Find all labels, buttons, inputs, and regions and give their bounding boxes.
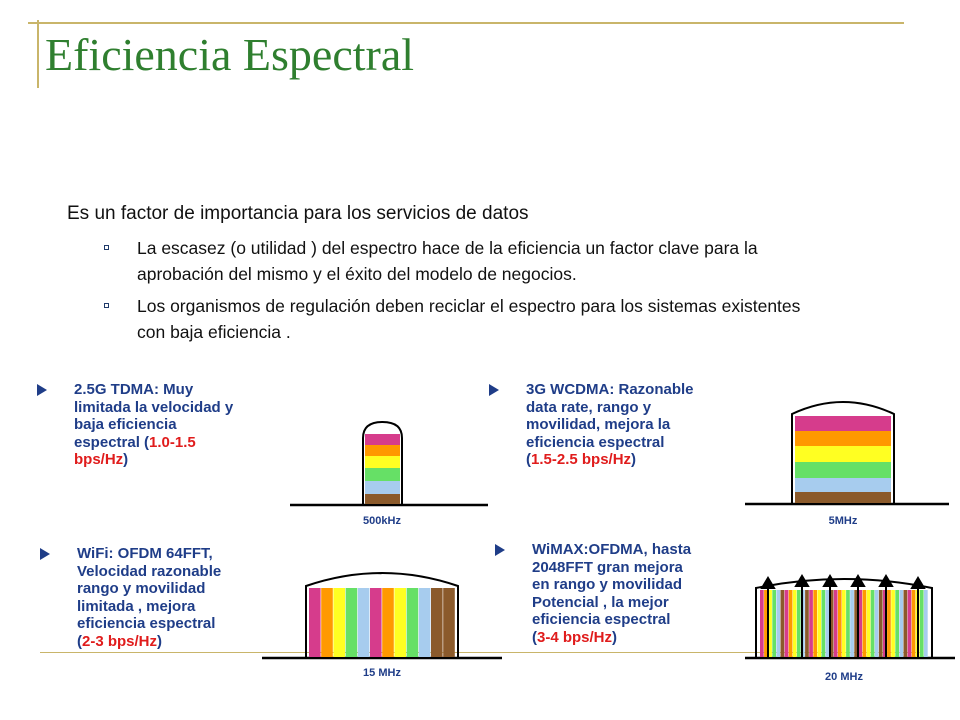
spectrum-band <box>795 416 891 431</box>
text-line <box>77 633 221 651</box>
text-line: eficiencia espectral <box>532 611 671 628</box>
subcarrier-stripe <box>785 590 789 657</box>
subcarrier-stripe <box>781 590 785 657</box>
rate-value: 1.5-2.5 bps/Hz <box>531 451 632 468</box>
subcarrier-stripe <box>370 588 382 657</box>
wifi-spectrum-bands <box>309 588 455 657</box>
bullet-item <box>100 235 820 287</box>
subcarrier-stripe <box>891 590 895 657</box>
subcarrier-stripe <box>887 590 891 657</box>
bandwidth-label: 5MHz <box>828 515 858 527</box>
spectrum-band <box>365 445 400 456</box>
text-fragment: ( <box>526 451 531 468</box>
subcarrier-stripe <box>822 590 826 657</box>
bullet-list <box>100 235 820 351</box>
subcarrier-stripe <box>924 590 928 657</box>
rate-unit: bps/Hz <box>74 451 124 468</box>
spectrum-band <box>795 446 891 462</box>
rate-value: 3-4 bps/Hz <box>537 628 613 646</box>
wifi-spectrum-diagram <box>262 562 504 684</box>
wimax-description <box>532 541 691 646</box>
bandwidth-label: 20 MHz <box>825 671 863 683</box>
text-fragment: ) <box>157 632 163 650</box>
slide-title: Eficiencia Espectral <box>45 29 415 80</box>
arrow-right-icon <box>37 384 47 396</box>
text-line: eficiencia espectral <box>526 433 665 451</box>
subcarrier-stripe <box>904 590 908 657</box>
wimax-spectrum-diagram <box>720 574 955 686</box>
intro-text: Es un factor de importancia para los servicios de datos <box>67 203 529 224</box>
spectrum-band <box>365 481 400 494</box>
spectrum-band <box>795 431 891 446</box>
text-line: 2.5G TDMA: Muy <box>74 381 194 398</box>
subcarrier-stripe <box>346 588 358 657</box>
subcarrier-stripe <box>895 590 899 657</box>
subcarrier-stripe <box>333 588 345 657</box>
subcarrier-stripe <box>813 590 817 657</box>
subcarrier-stripe <box>431 588 443 657</box>
text-line <box>74 451 233 469</box>
spectrum-band <box>365 456 400 468</box>
subcarrier-stripe <box>321 588 333 657</box>
subcarrier-stripe <box>419 588 431 657</box>
subcarrier-stripe <box>760 590 764 657</box>
wimax-spectrum-bands <box>760 590 928 657</box>
subcarrier-stripe <box>912 590 916 657</box>
subcarrier-stripe <box>879 590 883 657</box>
subcarrier-stripe <box>407 588 419 657</box>
text-fragment: ) <box>631 451 637 468</box>
subcarrier-stripe <box>834 590 838 657</box>
subcarrier-stripe <box>805 590 809 657</box>
text-line: WiMAX:OFDMA, hasta <box>532 541 692 558</box>
text-line: movilidad, mejora la <box>526 416 671 433</box>
text-line: 2048FFT gran mejora <box>532 558 683 576</box>
arrow-right-icon <box>489 384 499 396</box>
arrow-right-icon <box>495 544 505 556</box>
spectrum-band <box>795 492 891 503</box>
text-fragment: espectral ( <box>74 433 150 451</box>
subcarrier-stripe <box>826 590 830 657</box>
text-line: rango y movilidad <box>77 580 206 597</box>
subcarrier-stripe <box>863 590 867 657</box>
text-line: limitada la velocidad y <box>74 398 234 416</box>
rate-value: 1.0-1.5 <box>149 433 196 451</box>
subcarrier-stripe <box>899 590 903 657</box>
text-line: limitada , mejora <box>77 597 196 615</box>
square-bullet-icon <box>104 303 109 308</box>
bullet-text: Los organismos de regulación deben reciclar el espectro para los sistemas existentes con baja eficiencia . <box>137 296 801 342</box>
wcdma-spectrum-bands <box>795 416 891 503</box>
subcarrier-stripe <box>809 590 813 657</box>
text-line: Velocidad razonable <box>77 562 222 580</box>
text-line <box>526 451 694 469</box>
text-line <box>532 629 691 647</box>
text-line: Potencial , la mejor <box>532 593 669 611</box>
subcarrier-stripe <box>789 590 793 657</box>
subcarrier-stripe <box>846 590 850 657</box>
rate-value: 2-3 bps/Hz <box>82 632 158 650</box>
spectrum-band <box>365 434 400 445</box>
subcarrier-stripe <box>394 588 406 657</box>
text-line: 3G WCDMA: Razonable <box>526 381 694 398</box>
wifi-description <box>77 545 221 650</box>
subcarrier-stripe <box>797 590 801 657</box>
subcarrier-stripe <box>867 590 871 657</box>
subcarrier-stripe <box>920 590 924 657</box>
bandwidth-label: 500kHz <box>363 515 401 527</box>
text-line: en rango y movilidad <box>532 576 683 593</box>
arrow-right-icon <box>40 548 50 560</box>
bullet-text: La escasez (o utilidad ) del espectro hace de la eficiencia un factor clave para la aprobación del mismo y el éxito del modelo de negocios. <box>137 238 758 284</box>
decorative-left-line <box>37 20 39 88</box>
spectrum-band <box>365 494 400 504</box>
subcarrier-stripe <box>382 588 394 657</box>
text-line <box>74 434 233 452</box>
spectrum-band <box>795 478 891 492</box>
spectrum-band <box>795 462 891 478</box>
subcarrier-stripe <box>776 590 780 657</box>
subcarrier-stripe <box>817 590 821 657</box>
tdma-spectrum-diagram <box>290 418 490 530</box>
tdma-spectrum-bands <box>365 434 400 504</box>
wcdma-spectrum-diagram <box>745 396 950 530</box>
subcarrier-stripe <box>908 590 912 657</box>
tdma-description <box>74 381 233 469</box>
text-line: baja eficiencia <box>74 416 177 433</box>
text-line: WiFi: OFDM 64FFT, <box>77 545 213 562</box>
text-line: data rate, rango y <box>526 398 652 416</box>
subcarrier-stripe <box>772 590 776 657</box>
bullet-item <box>100 293 820 345</box>
subcarrier-stripe <box>871 590 875 657</box>
text-fragment: ( <box>77 632 82 650</box>
text-fragment: ( <box>532 628 537 646</box>
text-fragment: ) <box>123 451 129 468</box>
subcarrier-stripe <box>443 588 455 657</box>
decorative-top-line <box>28 22 904 24</box>
square-bullet-icon <box>104 245 109 250</box>
subcarrier-stripe <box>793 590 797 657</box>
subcarrier-stripe <box>838 590 842 657</box>
subcarrier-stripe <box>309 588 321 657</box>
text-fragment: ) <box>612 628 618 646</box>
spectrum-band <box>365 468 400 481</box>
bandwidth-label: 15 MHz <box>363 667 401 679</box>
subcarrier-stripe <box>842 590 846 657</box>
subcarrier-stripe <box>875 590 879 657</box>
wcdma-description <box>526 381 694 469</box>
arrow-up-icon <box>762 578 774 658</box>
subcarrier-stripe <box>850 590 854 657</box>
subcarrier-stripe <box>358 588 370 657</box>
text-line: eficiencia espectral <box>77 615 216 632</box>
